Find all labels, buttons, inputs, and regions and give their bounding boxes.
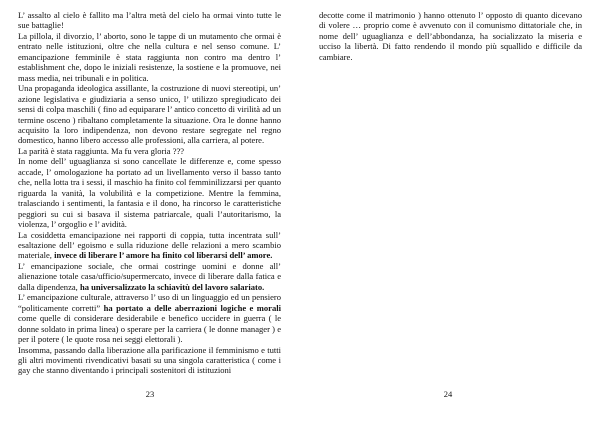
- page-number-left: 23: [145, 389, 155, 399]
- paragraph-7-text: L’ emancipazione sociale, che ormai costringe uomini e donne all’ alienazione totale casa/ufficio/supermercato, invece di liberare dalla fatica e dalla dipendenza,: [18, 260, 281, 292]
- paragraph-8-text: L’ emancipazione culturale, attraverso l’ uso di un linguaggio ed un pensiero “politicamente corretti”: [18, 292, 281, 313]
- paragraph-8-bold: ha portato a delle aberrazioni logiche e morali: [103, 302, 281, 313]
- paragraph-2: La pillola, il divorzio, l’ aborto, sono le tappe di un mutamento che ormai è entrato nelle istituzioni, oltre che nella cultura e nel senso comune. L’ emancipazione femminile è stata raggiunta non contro ma dentro l’ establishment che, dopo le iniziali resistenze, la sostiene e la promuove, nei mass media, nei tribunali e in politica.: [18, 30, 281, 83]
- paragraph-8-tail: come quelle di considerare desiderabile e benefico uccidere in guerra ( le donne soldato in prima linea) o sperare per la carriera ( le donne manager ) e per il potere ( le quote rosa nei seggi elettorali ).: [18, 313, 281, 345]
- paragraph-continued: decotte come il matrimonio ) hanno ottenuto l’ opposto di quanto dicevano di volere … proprio come è avvenuto con il comunismo dittatoriale che, in nome dell’ uguaglianza e dell’abbondanza, ha socializzato la miseria e ucciso la libertà. Di fatto rendendo il mondo più squallido e difficile da cambiare.: [319, 10, 582, 62]
- paragraph-7-bold: ha universalizzato la schiavitù del lavoro salariato.: [79, 281, 265, 292]
- paragraph-8: [18, 292, 281, 344]
- left-page: [18, 10, 281, 376]
- paragraph-7: [18, 261, 281, 292]
- page-number-right: 24: [443, 389, 453, 399]
- right-page: [319, 10, 582, 62]
- paragraph-5: In nome dell’ uguaglianza si sono cancellate le differenze e, come spesso accade, l’ omologazione ha portato ad un livellamento verso il basso tanto che, nella lotta tra i sessi, il maschio ha finito col femminilizzarsi per quanto riguarda la vanità, la volubilità e la competizione. Mentre la femmina, tralasciando i sentimenti, la fantasia e il dono, ha rincorso le caratteristiche peggiori su cui si basava il sistema patriarcale, quali l’autoritarismo, la violenza, l’ orgoglio e l’ avidità.: [18, 156, 281, 230]
- paragraph-6: [18, 230, 281, 261]
- paragraph-3: Una propaganda ideologica assillante, la costruzione di nuovi stereotipi, un’ azione legislativa e giudiziaria a senso unico, l’ utilizzo spregiudicato dei sensi di colpa maschili ( fino ad equiparare l’ antico concetto di virilità ad un termine osceno ) ribaltano completamente la situazione. Ora le donne hanno acquisito la loro indipendenza, non devono restare segregate nel regno domestico, hanno libero accesso alle professioni, alla carriera, al potere.: [18, 83, 281, 146]
- paragraph-6-bold: invece di liberare l’ amore ha finito col liberarsi dell’ amore.: [54, 250, 273, 261]
- paragraph-6-text: La cosiddetta emancipazione nei rapporti di coppia, tutta incentrata sull’ esaltazione dell’ egoismo e sulla riduzione delle relazioni a mero scambio materiale,: [18, 229, 281, 261]
- paragraph-1: L’ assalto al cielo è fallito ma l’altra metà del cielo ha ormai vinto tutte le sue battaglie!: [18, 10, 281, 31]
- paragraph-9: Insomma, passando dalla liberazione alla parificazione il femminismo e tutti gli altri movimenti rivendicativi basati su una singola caratteristica ( come i gay che stanno diventando i principali sostenitori di istituzioni: [18, 344, 281, 376]
- paragraph-4: La parità è stata raggiunta. Ma fu vera gloria ???: [18, 145, 185, 156]
